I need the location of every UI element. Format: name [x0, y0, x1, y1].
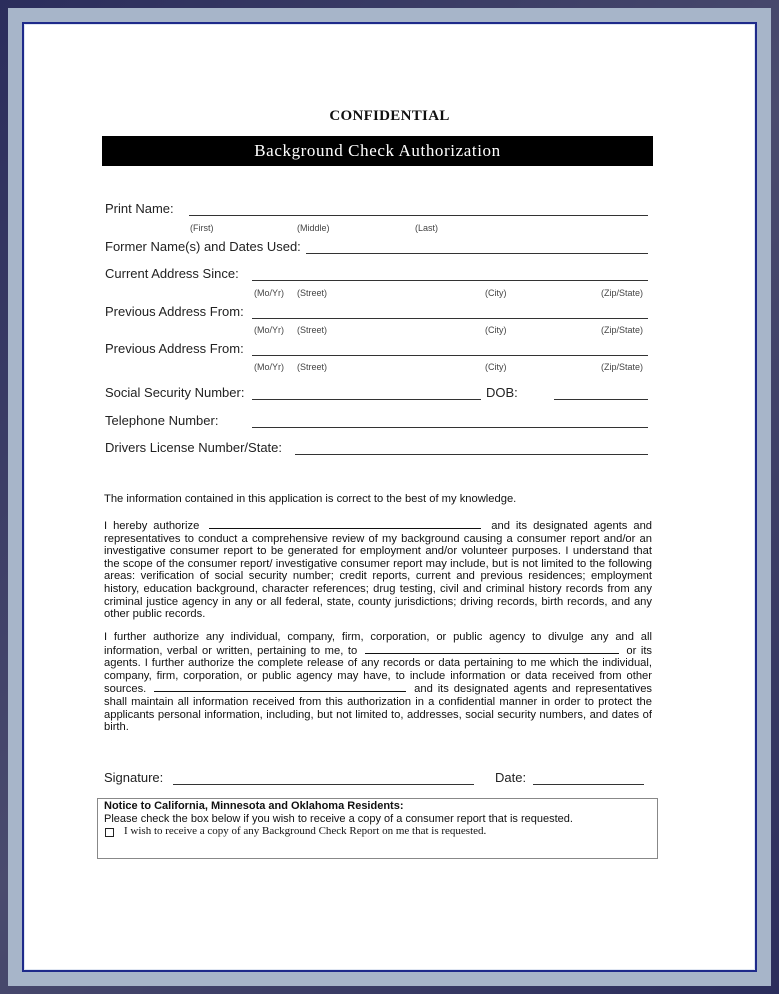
- drivers-license-label: Drivers License Number/State:: [105, 440, 283, 455]
- dob-label: DOB:: [486, 385, 518, 400]
- divulge-to-company-field[interactable]: [365, 644, 619, 654]
- drivers-license-field[interactable]: [295, 454, 648, 455]
- signature-field[interactable]: [173, 784, 474, 785]
- report-copy-checkbox[interactable]: [105, 828, 114, 837]
- former-names-label: Former Name(s) and Dates Used:: [105, 239, 301, 254]
- print-name-label: Print Name:: [105, 201, 174, 216]
- address-moyr-sublabel: (Mo/Yr): [254, 325, 284, 335]
- notice-title: Notice to California, Minnesota and Oklahoma Residents:: [104, 800, 404, 812]
- authorization-paragraph-2: [104, 631, 652, 734]
- signature-label: Signature:: [104, 770, 164, 785]
- p2-part-c: and its designated agents and representatives shall maintain all information received from this authorization in a confidential manner in order to protect the applicants personal information, including, but not limited to, addresses, social security numbers, and dates of birth.: [104, 683, 653, 734]
- notice-text: Please check the box below if you wish to receive a copy of a consumer report that is requested.: [104, 813, 573, 825]
- report-copy-checkbox-label: I wish to receive a copy of any Background Check Report on me that is requested.: [124, 825, 487, 837]
- form-title-banner: Background Check Authorization: [102, 136, 653, 166]
- address-street-sublabel: (Street): [297, 288, 328, 298]
- address-moyr-sublabel: (Mo/Yr): [254, 288, 284, 298]
- address-zip-sublabel: (Zip/State): [601, 362, 644, 372]
- date-field[interactable]: [533, 784, 644, 785]
- address-zip-sublabel: (Zip/State): [601, 325, 644, 335]
- authorization-paragraph-1: [104, 519, 652, 621]
- previous-address-2-field[interactable]: [252, 355, 648, 356]
- address-street-sublabel: (Street): [297, 362, 328, 372]
- ssn-label: Social Security Number:: [105, 385, 245, 400]
- previous-address-1-label: Previous Address From:: [105, 304, 244, 319]
- middle-name-sublabel: (Middle): [297, 223, 330, 233]
- current-address-label: Current Address Since:: [105, 266, 239, 281]
- accuracy-statement: The information contained in this application is correct to the best of my knowledge.: [104, 493, 517, 505]
- previous-address-2-label: Previous Address From:: [105, 341, 244, 356]
- confidential-heading: CONFIDENTIAL: [329, 108, 450, 124]
- print-name-field[interactable]: [189, 215, 648, 216]
- address-moyr-sublabel: (Mo/Yr): [254, 362, 284, 372]
- telephone-field[interactable]: [252, 427, 648, 428]
- ssn-field[interactable]: [252, 399, 481, 400]
- maintaining-company-field[interactable]: [154, 682, 406, 692]
- address-zip-sublabel: (Zip/State): [601, 288, 644, 298]
- document-page: [22, 22, 757, 972]
- address-street-sublabel: (Street): [297, 325, 328, 335]
- address-city-sublabel: (City): [485, 288, 507, 298]
- dob-field[interactable]: [554, 399, 648, 400]
- address-city-sublabel: (City): [485, 362, 507, 372]
- first-name-sublabel: (First): [190, 223, 214, 233]
- p2-part-a: I further authorize any individual, company, firm, corporation, or public agency to divulge any and all information, verbal or written, pertaining to me, to: [104, 631, 652, 657]
- p2-part-b: or its agents. I further authorize the complete release of any records or data pertaining to me which the individual, company, firm, corporation, or public agency may have, to include information or data received from other sources.: [104, 644, 653, 696]
- former-names-field[interactable]: [306, 253, 648, 254]
- last-name-sublabel: (Last): [415, 223, 439, 233]
- p1-start-text: I hereby authorize: [104, 520, 200, 532]
- address-city-sublabel: (City): [485, 325, 507, 335]
- p1-rest-text: and its designated agents and representatives to conduct a comprehensive review of my background causing a consumer report and/or an investigative consumer report to be generated for employment and/or volunteer purposes. I understand that the scope of the consumer report/ investigative consumer report may include, but is not limited to the following areas: verification of social security number; credit reports, current and previous residences; employment history, education background, character references; drug testing, civil and criminal history records from any criminal justice agency in any or all federal, state, county jurisdictions; driving records, birth records, and any other public records.: [104, 520, 653, 621]
- date-label: Date:: [495, 770, 527, 785]
- authorized-company-field[interactable]: [209, 519, 481, 529]
- current-address-field[interactable]: [252, 280, 648, 281]
- telephone-label: Telephone Number:: [105, 413, 219, 428]
- previous-address-1-field[interactable]: [252, 318, 648, 319]
